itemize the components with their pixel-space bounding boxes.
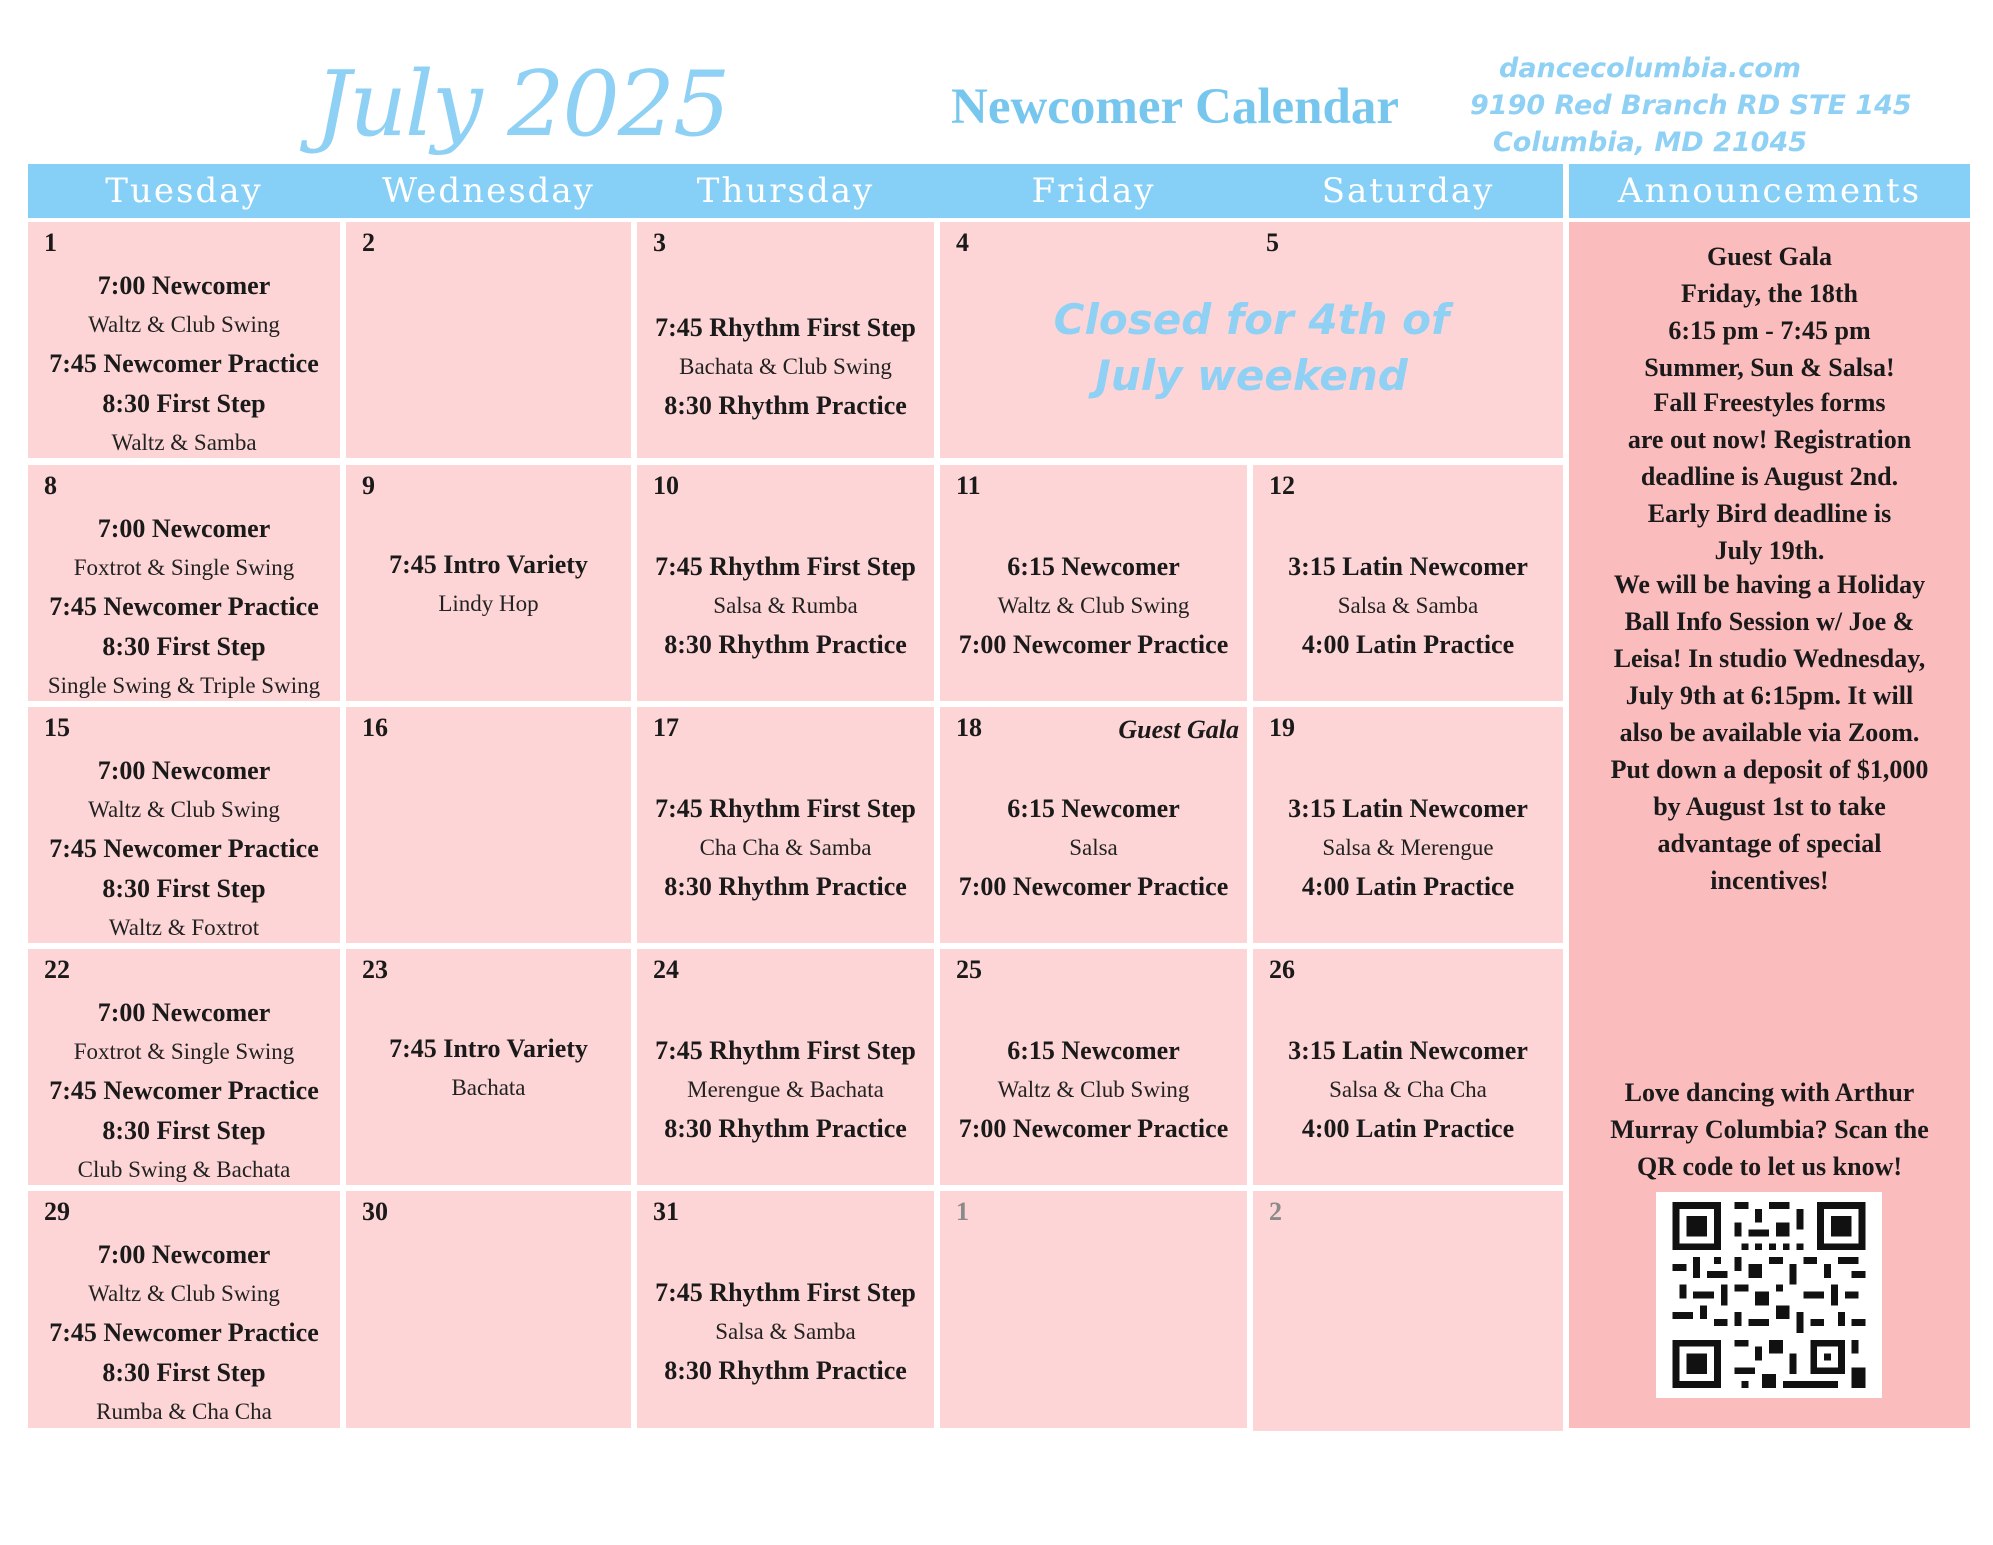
- address-line-1: 9190 Red Branch RD STE 145: [1470, 90, 1912, 121]
- class-time: 7:00 Newcomer: [97, 271, 271, 300]
- class-time: 8:30 First Step: [102, 389, 266, 418]
- class-dances: Waltz & Samba: [111, 430, 257, 455]
- announcements-label: Announcements: [1617, 171, 1922, 211]
- class-dances: Waltz & Club Swing: [997, 1077, 1190, 1102]
- class-time: 8:30 First Step: [102, 1358, 266, 1387]
- class-time: 8:30 First Step: [102, 632, 266, 661]
- announcement-line: Early Bird deadline is: [1647, 499, 1892, 528]
- class-time: 7:45 Rhythm First Step: [655, 1278, 916, 1307]
- date-number: 19: [1269, 713, 1295, 742]
- announcement-line: Put down a deposit of $1,000: [1610, 755, 1929, 784]
- class-dances: Salsa & Samba: [715, 1319, 856, 1344]
- announcement-line: Fall Freestyles forms: [1653, 388, 1886, 417]
- guest-gala-announcement: [1569, 238, 1970, 386]
- calendar-day-cell[interactable]: [346, 1191, 631, 1428]
- closed-notice-line: July weekend: [1095, 351, 1408, 400]
- calendar-day-cell[interactable]: [1253, 707, 1563, 943]
- class-dances: Cha Cha & Samba: [699, 835, 872, 860]
- calendar-day-cell[interactable]: [637, 222, 934, 458]
- calendar-day-cell[interactable]: [346, 949, 631, 1185]
- class-dances: Waltz & Club Swing: [88, 312, 280, 337]
- guest-gala-tag: Guest Gala: [1118, 715, 1239, 744]
- website-link[interactable]: dancecolumbia.com: [1499, 53, 1801, 84]
- announcement-line: also be available via Zoom.: [1619, 718, 1920, 747]
- announcements-header: [1569, 164, 1970, 218]
- closed-notice-line: Closed for 4th of: [1053, 295, 1450, 344]
- calendar-day-cell[interactable]: [346, 222, 631, 458]
- class-dances: Single Swing & Triple Swing: [47, 673, 321, 698]
- class-time: 7:45 Rhythm First Step: [655, 1036, 916, 1065]
- calendar-subtitle: Newcomer Calendar: [950, 79, 1400, 135]
- date-number: 12: [1269, 471, 1295, 500]
- announcements-panel: [1569, 222, 1970, 1428]
- date-number: 2: [1269, 1197, 1282, 1226]
- calendar-day-cell-next-month[interactable]: [1253, 1191, 1563, 1431]
- class-time: 4:00 Latin Practice: [1301, 630, 1515, 659]
- announcement-line: Ball Info Session w/ Joe &: [1624, 607, 1915, 636]
- class-dances: Rumba & Cha Cha: [96, 1399, 272, 1424]
- calendar-day-cell[interactable]: [940, 465, 1247, 701]
- class-dances: Foxtrot & Single Swing: [73, 555, 295, 580]
- calendar-day-cell[interactable]: [1253, 949, 1563, 1185]
- class-time: 7:00 Newcomer Practice: [958, 872, 1229, 901]
- announcement-line: by August 1st to take: [1653, 792, 1886, 821]
- weekday-thursday: Thursday: [696, 171, 875, 211]
- announcement-line: Love dancing with Arthur: [1624, 1078, 1915, 1107]
- closed-weekend-cell[interactable]: [940, 222, 1563, 458]
- class-time: 8:30 Rhythm Practice: [664, 872, 907, 901]
- class-dances: Waltz & Club Swing: [88, 797, 280, 822]
- class-dances: Salsa & Merengue: [1322, 835, 1494, 860]
- announcement-line: We will be having a Holiday: [1613, 570, 1926, 599]
- class-time: 7:00 Newcomer Practice: [958, 1114, 1229, 1143]
- weekday-saturday: Saturday: [1321, 171, 1495, 211]
- calendar-day-cell[interactable]: [28, 222, 340, 458]
- feedback-announcement: [1569, 1074, 1970, 1185]
- date-number: 25: [956, 955, 982, 984]
- class-time: 7:00 Newcomer Practice: [958, 630, 1229, 659]
- date-number: 29: [44, 1197, 70, 1226]
- freestyles-announcement: [1569, 384, 1970, 569]
- studio-contact: [1470, 50, 1912, 161]
- announcement-line: QR code to let us know!: [1636, 1152, 1903, 1181]
- class-dances: Salsa & Samba: [1337, 593, 1479, 618]
- class-time: 8:30 Rhythm Practice: [664, 391, 907, 420]
- holiday-ball-announcement: [1569, 566, 1970, 899]
- class-dances: Bachata & Club Swing: [679, 354, 892, 379]
- date-number: 11: [956, 471, 981, 500]
- date-number: 15: [44, 713, 70, 742]
- class-time: 7:45 Intro Variety: [389, 1034, 588, 1063]
- announcement-line: 6:15 pm - 7:45 pm: [1668, 316, 1871, 345]
- class-time: 7:00 Newcomer: [97, 756, 271, 785]
- class-time: 7:45 Newcomer Practice: [49, 592, 319, 621]
- class-time: 6:15 Newcomer: [1007, 552, 1180, 581]
- date-number: 2: [362, 228, 375, 257]
- weekday-tuesday: Tuesday: [105, 171, 263, 211]
- calendar-day-cell[interactable]: [346, 707, 631, 943]
- date-number: 30: [362, 1197, 388, 1226]
- class-time: 7:45 Newcomer Practice: [49, 834, 319, 863]
- date-number: 26: [1269, 955, 1295, 984]
- calendar-day-cell[interactable]: [346, 465, 631, 701]
- qr-code[interactable]: [1656, 1192, 1882, 1398]
- class-time: 8:30 Rhythm Practice: [664, 1356, 907, 1385]
- class-time: 4:00 Latin Practice: [1301, 1114, 1515, 1143]
- class-time: 7:45 Rhythm First Step: [655, 313, 916, 342]
- announcement-line: incentives!: [1710, 866, 1829, 895]
- calendar-day-cell[interactable]: [28, 949, 340, 1185]
- date-number: 31: [653, 1197, 679, 1226]
- announcement-line: Guest Gala: [1707, 242, 1832, 271]
- class-dances: Salsa & Rumba: [713, 593, 858, 618]
- announcement-line: advantage of special: [1657, 829, 1882, 858]
- date-number: 4: [956, 228, 969, 257]
- date-number: 23: [362, 955, 388, 984]
- class-dances: Salsa & Cha Cha: [1329, 1077, 1487, 1102]
- class-time: 4:00 Latin Practice: [1301, 872, 1515, 901]
- class-time: 7:45 Newcomer Practice: [49, 349, 319, 378]
- class-time: 3:15 Latin Newcomer: [1288, 794, 1528, 823]
- calendar-day-cell[interactable]: [940, 949, 1247, 1185]
- class-time: 8:30 Rhythm Practice: [664, 630, 907, 659]
- calendar-day-cell[interactable]: [637, 707, 934, 943]
- date-number: 8: [44, 471, 57, 500]
- class-dances: Bachata: [451, 1075, 526, 1100]
- calendar-day-cell[interactable]: [940, 707, 1247, 943]
- class-time: 6:15 Newcomer: [1007, 794, 1180, 823]
- calendar-day-cell[interactable]: [637, 465, 934, 701]
- weekday-wednesday: Wednesday: [382, 171, 595, 211]
- class-dances: Merengue & Bachata: [687, 1077, 884, 1102]
- class-dances: Salsa: [1069, 835, 1118, 860]
- calendar-day-cell[interactable]: [637, 949, 934, 1185]
- date-number: 18: [956, 713, 982, 742]
- class-time: 7:00 Newcomer: [97, 998, 271, 1027]
- class-time: 7:45 Newcomer Practice: [49, 1076, 319, 1105]
- announcement-line: deadline is August 2nd.: [1640, 462, 1899, 491]
- date-number: 1: [44, 228, 57, 257]
- date-number: 16: [362, 713, 388, 742]
- class-time: 6:15 Newcomer: [1007, 1036, 1180, 1065]
- calendar-day-cell[interactable]: [28, 707, 340, 943]
- address-line-2: Columbia, MD 21045: [1492, 127, 1808, 158]
- calendar-day-cell[interactable]: [1253, 465, 1563, 701]
- class-dances: Foxtrot & Single Swing: [73, 1039, 295, 1064]
- calendar-day-cell[interactable]: [28, 1191, 340, 1428]
- date-number: 17: [653, 713, 679, 742]
- class-dances: Waltz & Club Swing: [88, 1281, 280, 1306]
- date-number: 3: [653, 228, 666, 257]
- class-time: 3:15 Latin Newcomer: [1288, 1036, 1528, 1065]
- date-number: 24: [653, 955, 679, 984]
- class-dances: Club Swing & Bachata: [77, 1157, 291, 1182]
- class-dances: Lindy Hop: [438, 591, 539, 616]
- calendar-day-cell[interactable]: [28, 465, 340, 701]
- announcement-line: Murray Columbia? Scan the: [1610, 1115, 1929, 1144]
- closed-notice: [940, 292, 1563, 404]
- date-number: 10: [653, 471, 679, 500]
- weekday-friday: Friday: [1031, 171, 1156, 211]
- calendar-day-cell-next-month[interactable]: [940, 1191, 1247, 1428]
- class-time: 7:45 Newcomer Practice: [49, 1318, 319, 1347]
- class-time: 7:00 Newcomer: [97, 1240, 271, 1269]
- class-dances: Waltz & Club Swing: [997, 593, 1190, 618]
- announcement-line: Friday, the 18th: [1681, 279, 1858, 308]
- announcement-line: are out now! Registration: [1627, 425, 1912, 454]
- class-time: 8:30 Rhythm Practice: [664, 1114, 907, 1143]
- calendar-month-title: July 2025: [315, 52, 729, 157]
- qr-code-icon: [1671, 1202, 1867, 1388]
- date-number: 1: [956, 1197, 969, 1226]
- class-time: 3:15 Latin Newcomer: [1288, 552, 1528, 581]
- date-number: 5: [1266, 228, 1279, 257]
- class-time: 8:30 First Step: [102, 874, 266, 903]
- announcement-line: Summer, Sun & Salsa!: [1644, 353, 1895, 382]
- date-number: 22: [44, 955, 70, 984]
- class-time: 7:45 Rhythm First Step: [655, 552, 916, 581]
- calendar-day-cell[interactable]: [637, 1191, 934, 1428]
- announcement-line: July 9th at 6:15pm. It will: [1625, 681, 1914, 710]
- class-dances: Waltz & Foxtrot: [108, 915, 260, 940]
- class-time: 8:30 First Step: [102, 1116, 266, 1145]
- class-time: 7:45 Intro Variety: [389, 550, 588, 579]
- announcement-line: July 19th.: [1714, 536, 1825, 565]
- class-time: 7:45 Rhythm First Step: [655, 794, 916, 823]
- announcement-line: Leisa! In studio Wednesday,: [1613, 644, 1926, 673]
- date-number: 9: [362, 471, 375, 500]
- class-time: 7:00 Newcomer: [97, 514, 271, 543]
